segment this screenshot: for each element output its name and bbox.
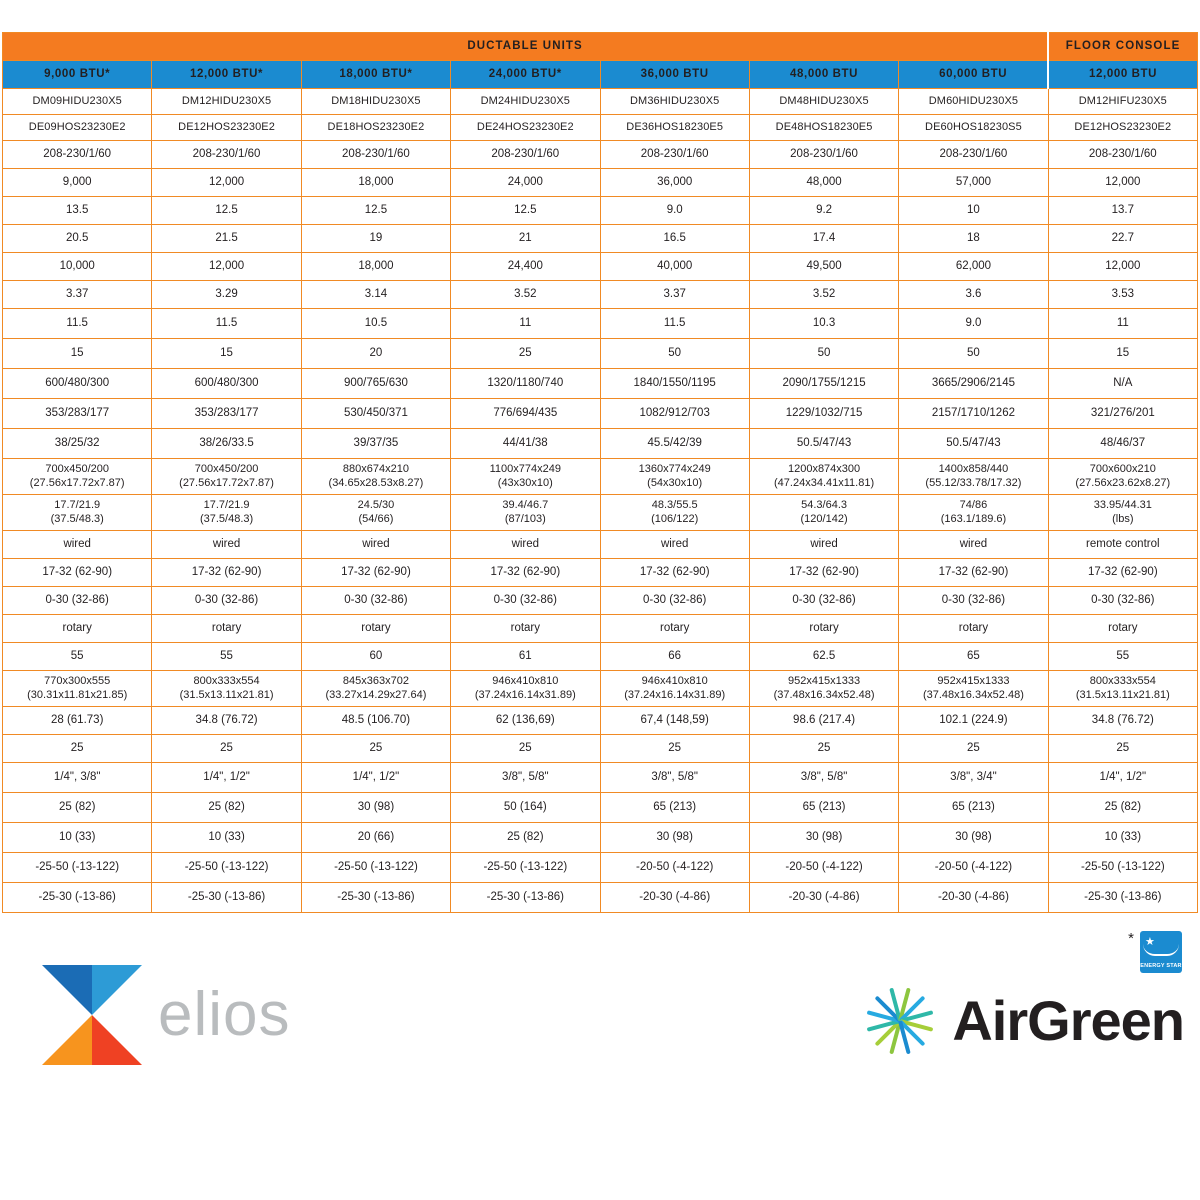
table-cell: DM12HIFU230X5 <box>1048 89 1197 115</box>
table-cell: wired <box>600 531 749 559</box>
table-cell: 208-230/1/60 <box>301 141 450 169</box>
table-cell: 0-30 (32-86) <box>451 587 600 615</box>
table-cell: rotary <box>1048 615 1197 643</box>
table-body <box>3 89 1198 913</box>
table-cell: -25-30 (-13-86) <box>301 883 450 913</box>
table-cell: -25-50 (-13-122) <box>451 853 600 883</box>
table-cell: 24,400 <box>451 253 600 281</box>
table-row <box>3 495 1198 531</box>
table-cell: 17.7/21.9 (37.5/48.3) <box>152 495 301 531</box>
table-cell: 353/283/177 <box>3 399 152 429</box>
table-cell: 62,000 <box>899 253 1048 281</box>
table-cell: 1200x874x300 (47.24x34.41x11.81) <box>749 459 898 495</box>
table-row <box>3 429 1198 459</box>
column-header-row <box>3 61 1198 89</box>
star-glyph: ★ <box>1145 936 1154 948</box>
table-cell: 700x450/200 (27.56x17.72x7.87) <box>3 459 152 495</box>
table-cell: 25 (82) <box>1048 793 1197 823</box>
table-cell: rotary <box>749 615 898 643</box>
table-cell: 208-230/1/60 <box>3 141 152 169</box>
table-row <box>3 309 1198 339</box>
table-cell: 17-32 (62-90) <box>301 559 450 587</box>
table-cell: rotary <box>451 615 600 643</box>
column-header-12000-ductable: 12,000 BTU* <box>152 61 301 89</box>
table-cell: DM09HIDU230X5 <box>3 89 152 115</box>
table-row <box>3 115 1198 141</box>
table-cell: rotary <box>3 615 152 643</box>
table-cell: 10 (33) <box>152 823 301 853</box>
table-cell: 17-32 (62-90) <box>451 559 600 587</box>
table-cell: 800x333x554 (31.5x13.11x21.81) <box>152 671 301 707</box>
table-cell: DE24HOS23230E2 <box>451 115 600 141</box>
table-cell: 30 (98) <box>600 823 749 853</box>
table-cell: 28 (61.73) <box>3 707 152 735</box>
table-row <box>3 559 1198 587</box>
table-cell: 12.5 <box>451 197 600 225</box>
table-cell: 845x363x702 (33.27x14.29x27.64) <box>301 671 450 707</box>
table-cell: 0-30 (32-86) <box>600 587 749 615</box>
table-cell: 25 (82) <box>152 793 301 823</box>
footer <box>0 913 1200 1081</box>
table-cell: DE12HOS23230E2 <box>1048 115 1197 141</box>
table-row <box>3 735 1198 763</box>
table-cell: 17-32 (62-90) <box>600 559 749 587</box>
x-quadrant-top-right <box>92 965 142 1015</box>
table-cell: 60 <box>301 643 450 671</box>
table-cell: 15 <box>3 339 152 369</box>
table-cell: 1840/1550/1195 <box>600 369 749 399</box>
table-cell: 34.8 (76.72) <box>152 707 301 735</box>
table-row <box>3 281 1198 309</box>
table-cell: 38/26/33.5 <box>152 429 301 459</box>
table-cell: 36,000 <box>600 169 749 197</box>
table-cell: DE18HOS23230E2 <box>301 115 450 141</box>
table-cell: 30 (98) <box>899 823 1048 853</box>
table-cell: 1/4", 1/2" <box>301 763 450 793</box>
table-cell: 208-230/1/60 <box>749 141 898 169</box>
table-cell: 44/41/38 <box>451 429 600 459</box>
table-row <box>3 823 1198 853</box>
table-cell: 530/450/371 <box>301 399 450 429</box>
table-cell: DM60HIDU230X5 <box>899 89 1048 115</box>
table-cell: 25 <box>451 735 600 763</box>
table-cell: -20-50 (-4-122) <box>899 853 1048 883</box>
table-cell: 700x450/200 (27.56x17.72x7.87) <box>152 459 301 495</box>
table-cell: -20-30 (-4-86) <box>600 883 749 913</box>
table-cell: -25-50 (-13-122) <box>3 853 152 883</box>
table-cell: 10.5 <box>301 309 450 339</box>
x-quadrant-bottom-right <box>92 1015 142 1065</box>
table-cell: 65 <box>899 643 1048 671</box>
table-row <box>3 707 1198 735</box>
energy-star-icon <box>1140 931 1182 973</box>
table-row <box>3 671 1198 707</box>
table-cell: 12.5 <box>301 197 450 225</box>
table-cell: 1360x774x249 (54x30x10) <box>600 459 749 495</box>
table-cell: 16.5 <box>600 225 749 253</box>
table-cell: 25 <box>600 735 749 763</box>
table-cell: DE36HOS18230E5 <box>600 115 749 141</box>
table-cell: remote control <box>1048 531 1197 559</box>
table-cell: 20 (66) <box>301 823 450 853</box>
table-cell: 3/8", 3/4" <box>899 763 1048 793</box>
table-row <box>3 459 1198 495</box>
table-cell: 25 <box>899 735 1048 763</box>
table-cell: DM24HIDU230X5 <box>451 89 600 115</box>
table-cell: 900/765/630 <box>301 369 450 399</box>
table-cell: 17-32 (62-90) <box>749 559 898 587</box>
table-cell: N/A <box>1048 369 1197 399</box>
x-quadrant-bottom-left <box>42 1015 92 1065</box>
table-cell: 74/86 (163.1/189.6) <box>899 495 1048 531</box>
table-cell: 3.14 <box>301 281 450 309</box>
table-row <box>3 615 1198 643</box>
column-header-9000: 9,000 BTU* <box>3 61 152 89</box>
table-cell: 17-32 (62-90) <box>3 559 152 587</box>
table-cell: DE60HOS18230S5 <box>899 115 1048 141</box>
table-cell: 9,000 <box>3 169 152 197</box>
table-cell: 10 <box>899 197 1048 225</box>
table-cell: -25-30 (-13-86) <box>451 883 600 913</box>
table-row <box>3 531 1198 559</box>
table-row <box>3 339 1198 369</box>
table-cell: 13.7 <box>1048 197 1197 225</box>
table-cell: 25 <box>749 735 898 763</box>
energy-star-label: ENERGY STAR <box>1140 963 1182 969</box>
table-row <box>3 399 1198 429</box>
table-cell: 2157/1710/1262 <box>899 399 1048 429</box>
table-cell: 25 <box>451 339 600 369</box>
table-cell: 40,000 <box>600 253 749 281</box>
column-header-36000: 36,000 BTU <box>600 61 749 89</box>
table-cell: 17-32 (62-90) <box>1048 559 1197 587</box>
table-cell: 700x600x210 (27.56x23.62x8.27) <box>1048 459 1197 495</box>
table-cell: 10 (33) <box>1048 823 1197 853</box>
table-cell: 25 <box>1048 735 1197 763</box>
table-row <box>3 253 1198 281</box>
table-cell: 48,000 <box>749 169 898 197</box>
table-cell: 1320/1180/740 <box>451 369 600 399</box>
table-cell: 39.4/46.7 (87/103) <box>451 495 600 531</box>
table-cell: 102.1 (224.9) <box>899 707 1048 735</box>
group-header-floor-console: FLOOR CONSOLE <box>1048 33 1197 61</box>
table-cell: 13.5 <box>3 197 152 225</box>
table-cell: 770x300x555 (30.31x11.81x21.85) <box>3 671 152 707</box>
table-cell: 98.6 (217.4) <box>749 707 898 735</box>
table-cell: 66 <box>600 643 749 671</box>
table-cell: 0-30 (32-86) <box>1048 587 1197 615</box>
table-row <box>3 763 1198 793</box>
table-cell: 3.6 <box>899 281 1048 309</box>
table-cell: 3/8", 5/8" <box>749 763 898 793</box>
table-cell: -25-50 (-13-122) <box>1048 853 1197 883</box>
table-cell: 321/276/201 <box>1048 399 1197 429</box>
table-row <box>3 793 1198 823</box>
table-cell: 776/694/435 <box>451 399 600 429</box>
table-cell: 62 (136,69) <box>451 707 600 735</box>
table-cell: 1082/912/703 <box>600 399 749 429</box>
table-cell: 25 <box>3 735 152 763</box>
energy-star-group <box>1128 931 1182 973</box>
table-cell: 10.3 <box>749 309 898 339</box>
table-cell: 30 (98) <box>749 823 898 853</box>
table-cell: -25-50 (-13-122) <box>301 853 450 883</box>
table-row <box>3 587 1198 615</box>
table-cell: 12,000 <box>1048 169 1197 197</box>
table-cell: -20-30 (-4-86) <box>899 883 1048 913</box>
table-cell: 22.7 <box>1048 225 1197 253</box>
table-cell: 1/4", 3/8" <box>3 763 152 793</box>
swoosh-shape <box>1143 944 1179 956</box>
table-cell: 55 <box>1048 643 1197 671</box>
table-cell: 17-32 (62-90) <box>152 559 301 587</box>
table-cell: 0-30 (32-86) <box>301 587 450 615</box>
table-cell: 39/37/35 <box>301 429 450 459</box>
table-cell: 21.5 <box>152 225 301 253</box>
table-cell: 600/480/300 <box>3 369 152 399</box>
table-cell: 10,000 <box>3 253 152 281</box>
table-cell: wired <box>749 531 898 559</box>
table-cell: 21 <box>451 225 600 253</box>
table-cell: 50.5/47/43 <box>899 429 1048 459</box>
table-cell: 11.5 <box>600 309 749 339</box>
table-cell: -25-30 (-13-86) <box>152 883 301 913</box>
table-row <box>3 369 1198 399</box>
column-header-24000: 24,000 BTU* <box>451 61 600 89</box>
table-row <box>3 141 1198 169</box>
table-row <box>3 225 1198 253</box>
table-cell: 3.37 <box>3 281 152 309</box>
table-cell: 3.52 <box>451 281 600 309</box>
table-cell: 208-230/1/60 <box>899 141 1048 169</box>
table-cell: 12.5 <box>152 197 301 225</box>
table-cell: 48.3/55.5 (106/122) <box>600 495 749 531</box>
table-cell: 15 <box>1048 339 1197 369</box>
table-cell: 11 <box>451 309 600 339</box>
specifications-table <box>2 32 1198 913</box>
table-cell: 1229/1032/715 <box>749 399 898 429</box>
column-header-60000: 60,000 BTU <box>899 61 1048 89</box>
table-cell: 1/4", 1/2" <box>152 763 301 793</box>
table-cell: DE12HOS23230E2 <box>152 115 301 141</box>
table-cell: 12,000 <box>1048 253 1197 281</box>
airgreen-wordmark: AirGreen <box>952 989 1184 1052</box>
table-cell: 67,4 (148,59) <box>600 707 749 735</box>
table-cell: 65 (213) <box>749 793 898 823</box>
table-cell: 9.0 <box>899 309 1048 339</box>
table-cell: 600/480/300 <box>152 369 301 399</box>
table-cell: 61 <box>451 643 600 671</box>
table-cell: 353/283/177 <box>152 399 301 429</box>
table-cell: 17.7/21.9 (37.5/48.3) <box>3 495 152 531</box>
table-cell: rotary <box>899 615 1048 643</box>
table-cell: 3.37 <box>600 281 749 309</box>
table-cell: 20.5 <box>3 225 152 253</box>
table-cell: 12,000 <box>152 253 301 281</box>
table-cell: 65 (213) <box>899 793 1048 823</box>
table-cell: 18,000 <box>301 253 450 281</box>
table-cell: -20-30 (-4-86) <box>749 883 898 913</box>
table-cell: 208-230/1/60 <box>1048 141 1197 169</box>
table-cell: 65 (213) <box>600 793 749 823</box>
table-cell: 55 <box>3 643 152 671</box>
table-cell: DE48HOS18230E5 <box>749 115 898 141</box>
table-cell: 50 (164) <box>451 793 600 823</box>
x-quadrant-top-left <box>42 965 92 1015</box>
table-cell: 48.5 (106.70) <box>301 707 450 735</box>
airgreen-logo <box>858 979 1184 1063</box>
table-cell: 25 <box>301 735 450 763</box>
table-cell: 3.29 <box>152 281 301 309</box>
group-header-ductable-units: DUCTABLE UNITS <box>3 33 1049 61</box>
table-cell: 48/46/37 <box>1048 429 1197 459</box>
table-cell: 3665/2906/2145 <box>899 369 1048 399</box>
table-cell: 15 <box>152 339 301 369</box>
table-cell: 10 (33) <box>3 823 152 853</box>
table-cell: 50.5/47/43 <box>749 429 898 459</box>
table-cell: 800x333x554 (31.5x13.11x21.81) <box>1048 671 1197 707</box>
table-cell: 49,500 <box>749 253 898 281</box>
top-margin <box>0 0 1200 32</box>
table-cell: -25-30 (-13-86) <box>1048 883 1197 913</box>
table-cell: 11.5 <box>152 309 301 339</box>
table-cell: 208-230/1/60 <box>600 141 749 169</box>
table-cell: rotary <box>600 615 749 643</box>
column-header-18000: 18,000 BTU* <box>301 61 450 89</box>
table-cell: 2090/1755/1215 <box>749 369 898 399</box>
table-cell: 952x415x1333 (37.48x16.34x52.48) <box>749 671 898 707</box>
table-cell: wired <box>3 531 152 559</box>
elios-logo <box>40 963 291 1067</box>
table-cell: 0-30 (32-86) <box>749 587 898 615</box>
table-cell: 1400x858/440 (55.12/33.78/17.32) <box>899 459 1048 495</box>
table-cell: 11 <box>1048 309 1197 339</box>
table-cell: 25 (82) <box>3 793 152 823</box>
table-cell: 24,000 <box>451 169 600 197</box>
column-header-48000: 48,000 BTU <box>749 61 898 89</box>
table-cell: 17.4 <box>749 225 898 253</box>
table-row <box>3 853 1198 883</box>
table-cell: -20-50 (-4-122) <box>600 853 749 883</box>
table-cell: 0-30 (32-86) <box>899 587 1048 615</box>
table-cell: 12,000 <box>152 169 301 197</box>
table-cell: wired <box>301 531 450 559</box>
table-cell: 57,000 <box>899 169 1048 197</box>
table-head <box>3 33 1198 89</box>
elios-x-icon <box>40 963 144 1067</box>
table-cell: 19 <box>301 225 450 253</box>
table-row <box>3 169 1198 197</box>
table-cell: 3.53 <box>1048 281 1197 309</box>
table-cell: 11.5 <box>3 309 152 339</box>
table-cell: 946x410x810 (37.24x16.14x31.89) <box>600 671 749 707</box>
table-cell: 952x415x1333 (37.48x16.34x52.48) <box>899 671 1048 707</box>
table-cell: 54.3/64.3 (120/142) <box>749 495 898 531</box>
table-cell: 45.5/42/39 <box>600 429 749 459</box>
table-cell: DM12HIDU230X5 <box>152 89 301 115</box>
table-cell: 30 (98) <box>301 793 450 823</box>
table-cell: 62.5 <box>749 643 898 671</box>
table-cell: 24.5/30 (54/66) <box>301 495 450 531</box>
table-cell: 9.2 <box>749 197 898 225</box>
table-cell: 3.52 <box>749 281 898 309</box>
table-cell: 0-30 (32-86) <box>3 587 152 615</box>
table-cell: 208-230/1/60 <box>451 141 600 169</box>
table-cell: 20 <box>301 339 450 369</box>
table-cell: rotary <box>301 615 450 643</box>
group-header-row <box>3 33 1198 61</box>
table-cell: 9.0 <box>600 197 749 225</box>
table-cell: -25-50 (-13-122) <box>152 853 301 883</box>
table-cell: 18 <box>899 225 1048 253</box>
table-row <box>3 197 1198 225</box>
table-cell: wired <box>899 531 1048 559</box>
table-cell: 55 <box>152 643 301 671</box>
table-row <box>3 643 1198 671</box>
table-cell: 3/8", 5/8" <box>600 763 749 793</box>
table-cell: 50 <box>600 339 749 369</box>
asterisk-note: * <box>1128 930 1134 947</box>
airgreen-burst-icon <box>858 979 942 1063</box>
table-cell: 946x410x810 (37.24x16.14x31.89) <box>451 671 600 707</box>
table-cell: wired <box>451 531 600 559</box>
column-header-12000-console: 12,000 BTU <box>1048 61 1197 89</box>
table-cell: 25 (82) <box>451 823 600 853</box>
table-cell: 17-32 (62-90) <box>899 559 1048 587</box>
table-cell: 50 <box>899 339 1048 369</box>
table-cell: rotary <box>152 615 301 643</box>
table-cell: 50 <box>749 339 898 369</box>
table-cell: wired <box>152 531 301 559</box>
table-cell: 880x674x210 (34.65x28.53x8.27) <box>301 459 450 495</box>
table-cell: DM18HIDU230X5 <box>301 89 450 115</box>
table-cell: 25 <box>152 735 301 763</box>
table-cell: 208-230/1/60 <box>152 141 301 169</box>
table-row <box>3 883 1198 913</box>
table-cell: -20-50 (-4-122) <box>749 853 898 883</box>
table-cell: 1/4", 1/2" <box>1048 763 1197 793</box>
table-cell: 18,000 <box>301 169 450 197</box>
table-cell: 0-30 (32-86) <box>152 587 301 615</box>
elios-wordmark: elios <box>158 980 291 1049</box>
table-cell: 1100x774x249 (43x30x10) <box>451 459 600 495</box>
table-cell: DM36HIDU230X5 <box>600 89 749 115</box>
table-cell: DM48HIDU230X5 <box>749 89 898 115</box>
table-cell: 3/8", 5/8" <box>451 763 600 793</box>
table-cell: -25-30 (-13-86) <box>3 883 152 913</box>
table-cell: DE09HOS23230E2 <box>3 115 152 141</box>
table-cell: 33.95/44.31 (lbs) <box>1048 495 1197 531</box>
table-cell: 34.8 (76.72) <box>1048 707 1197 735</box>
table-cell: 38/25/32 <box>3 429 152 459</box>
table-row <box>3 89 1198 115</box>
